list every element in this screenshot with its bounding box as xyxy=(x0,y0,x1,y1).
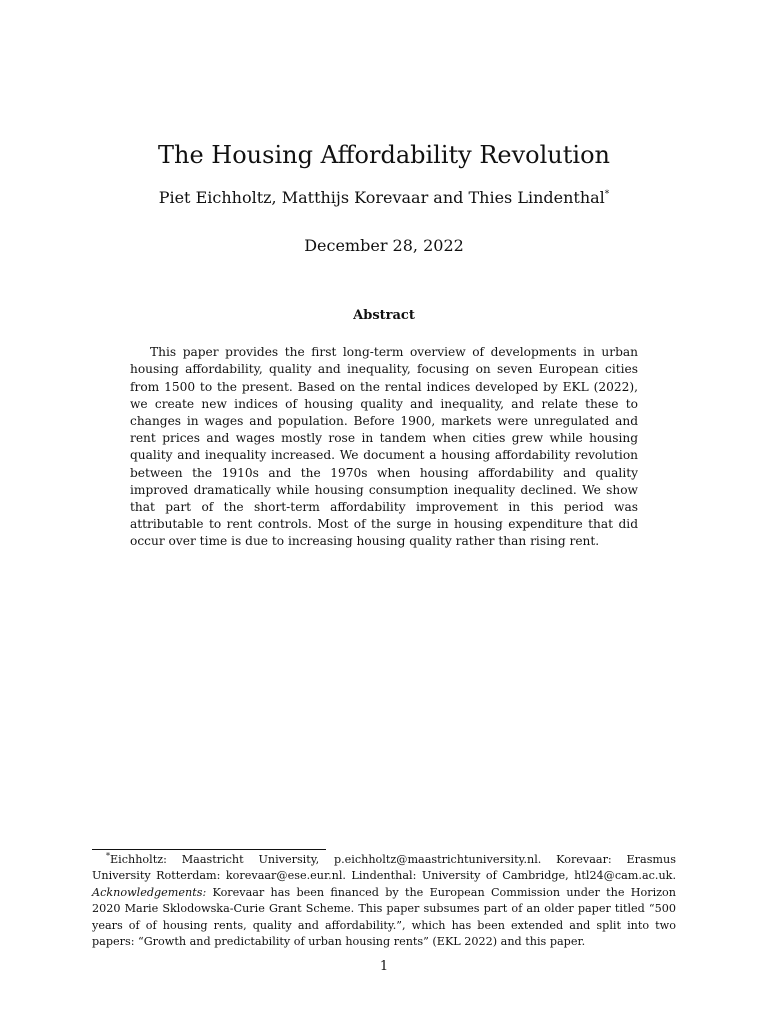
footnote-affiliations: Eichholtz: Maastricht University, p.eichholtz@maastrichtuniversity.nl. Korevaar: Erasmus University Rotterdam: korevaar@ese.eur.nl. Lindenthal: University of Cambridge, htl24@cam.ac.uk. xyxy=(92,853,676,883)
footnote-acknowledgements-text: Korevaar has been financed by the European Commission under the Horizon 2020 Marie Sklodowska-Curie Grant Scheme. This paper subsumes part of an older paper titled “500 years of of housing rents, quality and affordability.”, which has been extended and split into two papers: “Growth and predictability of urban housing rents” (EKL 2022) and this paper. xyxy=(92,885,676,949)
footnote-acknowledgements-label: Acknowledgements: xyxy=(92,885,207,899)
footnote-divider xyxy=(92,849,326,850)
author-list xyxy=(0,187,768,209)
footnote-mark: * xyxy=(106,851,110,861)
authors-text: Piet Eichholtz, Matthijs Korevaar and Thies Lindenthal xyxy=(158,188,605,207)
footnote xyxy=(92,852,676,950)
page-number: 1 xyxy=(379,959,389,974)
abstract-text: This paper provides the first long-term overview of developments in urban housing affordability, quality and inequality, focusing on seven European cities from 1500 to the present. Based on the rental indices developed by EKL (2022), we create new indices of housing quality and inequality, and relate these to changes in wages and population. Before 1900, markets were unregulated and rent prices and wages mostly rose in tandem when cities grew while housing quality and inequality increased. We document a housing affordability revolution between the 1910s and the 1970s when housing affordability and quality improved dramatically while housing consumption inequality declined. We show that part of the short-term affordability improvement in this period was attributable to rent controls. Most of the surge in housing expenditure that did occur over time is due to increasing housing quality rather than rising rent. xyxy=(130,345,638,549)
abstract-heading: Abstract xyxy=(353,308,415,323)
paper-date: December 28, 2022 xyxy=(304,236,464,255)
author-footnote-mark: * xyxy=(604,189,610,200)
paper-title: The Housing Affordability Revolution xyxy=(158,141,610,169)
